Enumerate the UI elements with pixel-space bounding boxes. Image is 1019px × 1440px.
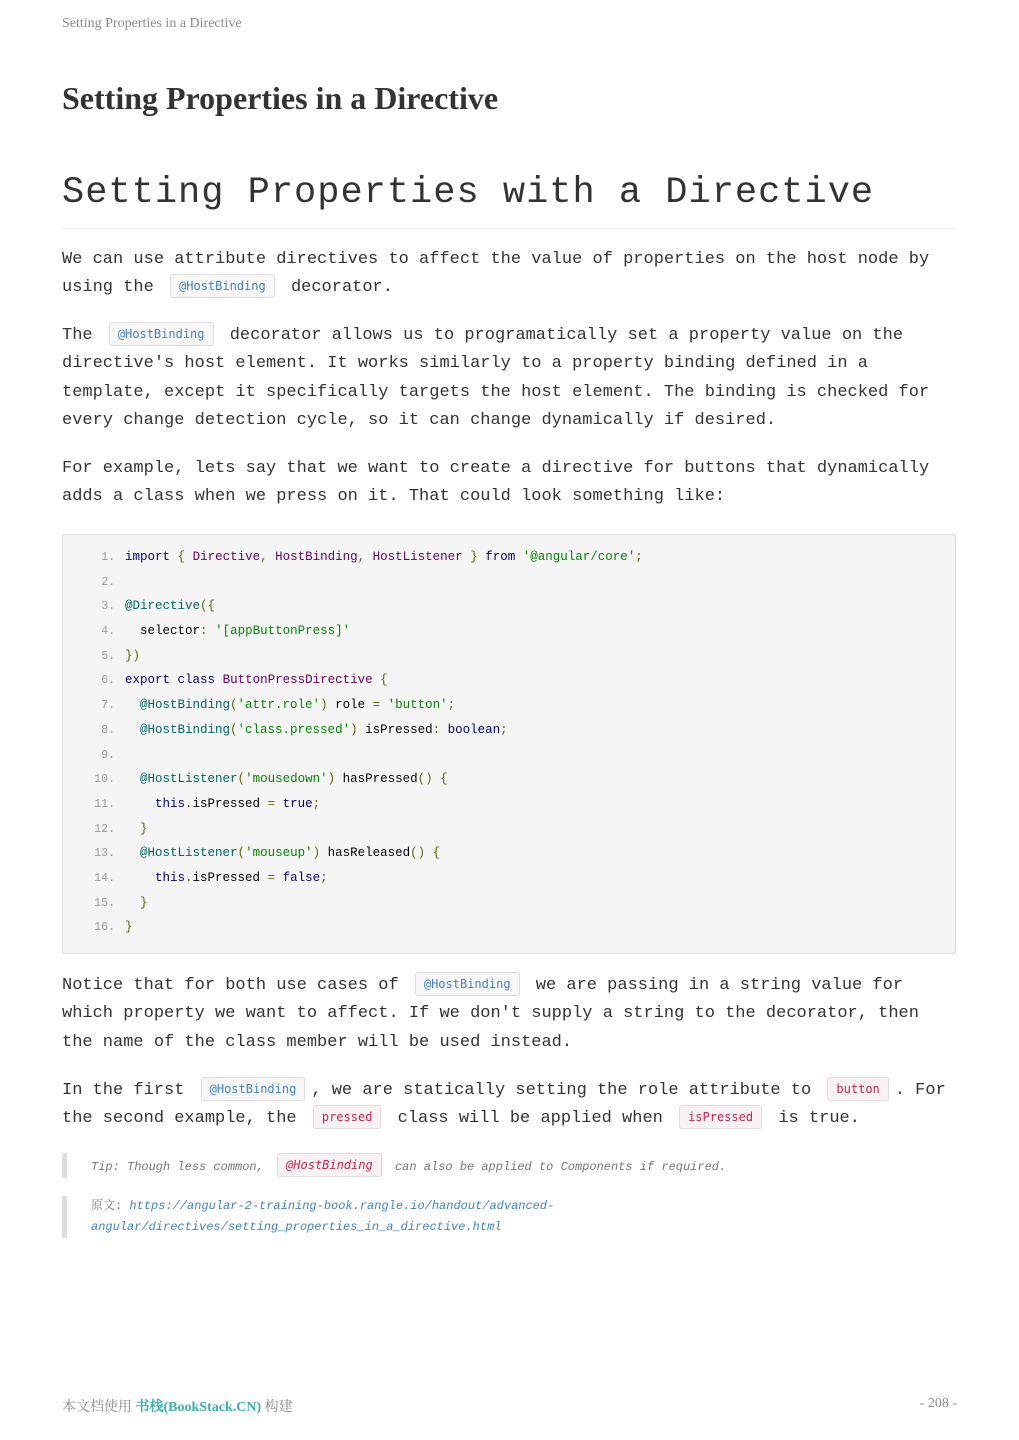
- footer-prefix: 本文档使用: [62, 1400, 132, 1415]
- line-number: 15.: [94, 896, 115, 910]
- line-number: 4.: [101, 625, 115, 639]
- text: we are passing in a string value for which property we want to affect. If we don't supply a string to the decorator, then the name of the class member will be used instead.: [62, 976, 919, 1052]
- line-number: 16.: [94, 921, 115, 935]
- inline-code: @HostBinding: [170, 274, 275, 298]
- text: , we are statically setting the role attribute to: [311, 1081, 812, 1100]
- inline-code: @HostBinding: [277, 1153, 382, 1177]
- text: We can use attribute directives to affect the value of properties on the host node by using the: [62, 250, 930, 298]
- paragraph-intro: [62, 246, 956, 303]
- tip-text: Tip: Though less common,: [91, 1160, 264, 1174]
- line-number: 10.: [94, 773, 115, 787]
- code-line: 12. }: [63, 817, 955, 842]
- code-line: 7. @HostBinding('attr.role') role = 'button';: [63, 693, 955, 718]
- text: decorator.: [290, 278, 393, 298]
- line-number: 6.: [101, 674, 115, 688]
- inline-code: pressed: [313, 1105, 382, 1129]
- code-line: 11. this.isPressed = true;: [63, 792, 955, 817]
- line-number: 3.: [101, 600, 115, 614]
- tip-text: can also be applied to Components if required.: [394, 1160, 727, 1174]
- line-number: 11.: [94, 797, 115, 811]
- code-line: 10. @HostListener('mousedown') hasPressed() {: [63, 767, 955, 792]
- line-number: 12.: [94, 822, 115, 836]
- code-line: 13. @HostListener('mouseup') hasReleased() {: [63, 841, 955, 866]
- source-blockquote: [62, 1196, 951, 1238]
- text: The: [62, 326, 93, 345]
- running-header: Setting Properties in a Directive: [62, 16, 242, 31]
- text: In the first: [62, 1081, 185, 1100]
- line-number: 8.: [101, 723, 115, 737]
- text: decorator allows us to programatically set a property value on the directive's host element. It works similarly to a property binding defined in a template, except it specifically targets the host element. The binding is checked for every change detection cycle, so it can change dynamically if desired.: [62, 326, 930, 431]
- line-number: 2.: [101, 575, 115, 589]
- text: . For the second example, the: [62, 1081, 946, 1129]
- page-number: - 208 -: [919, 1396, 957, 1411]
- inline-code: @HostBinding: [109, 322, 214, 346]
- paragraph-hostbinding-explanation: [62, 322, 956, 436]
- code-line: [63, 743, 955, 768]
- code-line: 14. this.isPressed = false;: [63, 866, 955, 891]
- footer-credit: [62, 1396, 293, 1416]
- footer-suffix: 构建: [264, 1400, 293, 1415]
- code-line: 8. @HostBinding('class.pressed') isPressed: boolean;: [63, 718, 955, 743]
- source-label: 原文:: [91, 1199, 123, 1213]
- text: class will be applied when: [397, 1109, 663, 1129]
- line-number: 5.: [101, 649, 115, 663]
- line-number: 7.: [101, 699, 115, 713]
- chapter-title: Setting Properties in a Directive: [62, 80, 499, 116]
- line-number: 9.: [101, 748, 115, 762]
- source-link[interactable]: https://angular-2-training-book.rangle.io/handout/advanced-angular/directives/setting_properties_in_a_directive.html: [91, 1199, 555, 1234]
- code-line: 5. }): [63, 644, 955, 669]
- inline-code: @HostBinding: [415, 972, 520, 996]
- text: Notice that for both use cases of: [62, 976, 399, 995]
- code-line: 1. import { Directive, HostBinding, HostListener } from '@angular/core';: [63, 545, 955, 570]
- paragraph-example-intro: For example, lets say that we want to create a directive for buttons that dynamically adds a class when we press on it. That could look something like:: [62, 459, 930, 507]
- line-number: 13.: [94, 847, 115, 861]
- inline-code: button: [827, 1077, 888, 1101]
- inline-code: isPressed: [679, 1105, 762, 1129]
- paragraph-first-second: [62, 1077, 956, 1134]
- line-number: 1.: [101, 551, 115, 564]
- code-line: 15. }: [63, 891, 955, 916]
- code-line: 4. selector: '[appButtonPress]': [63, 619, 955, 644]
- paragraph-notice: [62, 972, 956, 1057]
- text: is true.: [778, 1109, 860, 1129]
- line-number: 14.: [94, 871, 115, 885]
- section-title: Setting Properties with a Directive: [62, 172, 956, 229]
- tip-blockquote: [62, 1153, 951, 1178]
- footer-brand-link[interactable]: 书栈(BookStack.CN): [135, 1400, 262, 1415]
- code-line: 16. }: [63, 915, 955, 940]
- code-line: 6. export class ButtonPressDirective {: [63, 668, 955, 693]
- code-line: 3. @Directive({: [63, 594, 955, 619]
- inline-code: @HostBinding: [201, 1077, 306, 1101]
- code-block: [62, 534, 956, 954]
- code-line: [63, 570, 955, 595]
